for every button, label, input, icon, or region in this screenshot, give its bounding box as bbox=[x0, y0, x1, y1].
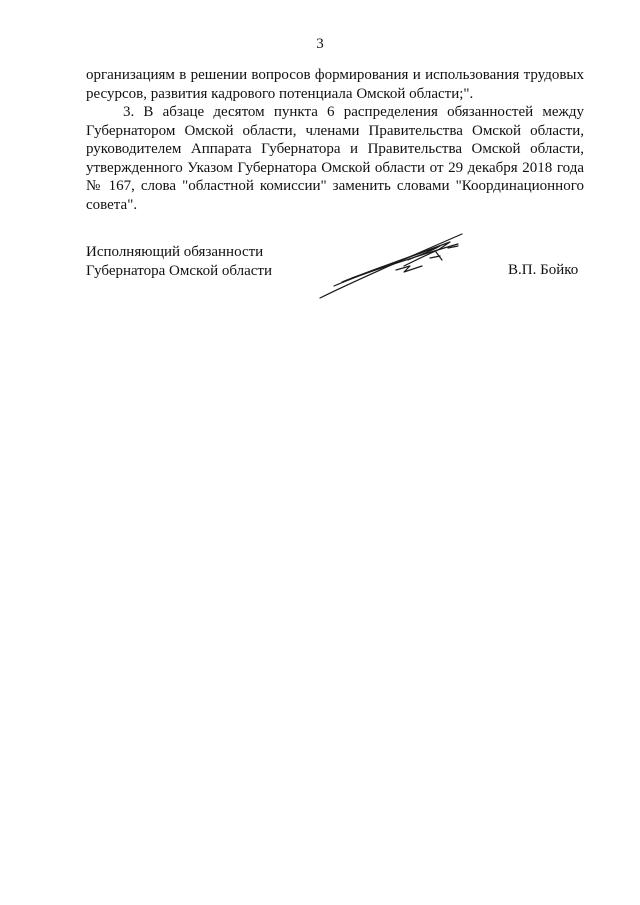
document-body bbox=[86, 66, 584, 214]
paragraph-item-3: 3. В абзаце десятом пункта 6 распределения обязанностей между Губернатором Омской области, членами Правительства Омской области, руководителем Аппарата Губернатора и Правительства Омской области, утвержденного Указом Губернатора Омской области от 29 декабря 2018 года № 167, слова "областной комиссии" заменить словами "Координационного совета". bbox=[86, 104, 584, 213]
signature-strokes bbox=[320, 234, 462, 298]
signatory-title-line-1: Исполняющий обязанности bbox=[86, 244, 264, 260]
signatory-title bbox=[86, 243, 272, 280]
paragraph-continuation: организациям в решении вопросов формирования и использования трудовых ресурсов, развития кадрового потенциала Омской области;". bbox=[86, 67, 584, 102]
signatory-title-line-2: Губернатора Омской области bbox=[86, 262, 272, 279]
signatory-name: В.П. Бойко bbox=[508, 262, 579, 278]
page-number: 3 bbox=[316, 36, 324, 52]
handwritten-signature bbox=[312, 230, 472, 300]
